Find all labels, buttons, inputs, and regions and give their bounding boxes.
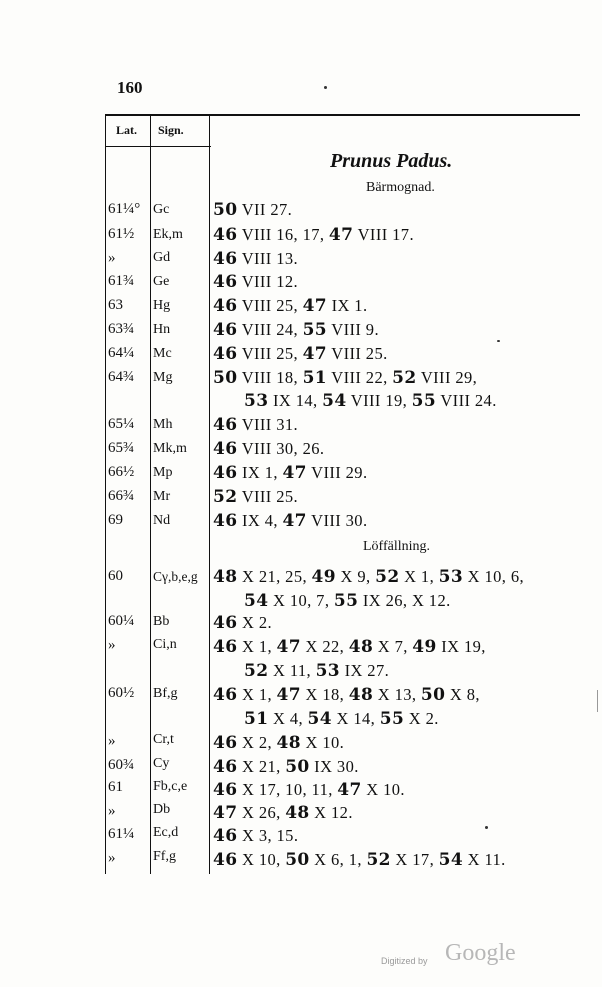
- data-cell: 46 X 17, 10, 11, 47 X 10.: [213, 780, 405, 800]
- sign-cell: Nd: [153, 513, 171, 528]
- section-heading-loffallning: Löffällning.: [363, 539, 431, 554]
- data-cell-continued: 53 IX 14, 54 VIII 19, 55 VIII 24.: [244, 391, 497, 411]
- data-cell: 46 VIII 30, 26.: [213, 439, 325, 459]
- header-sign: Sign.: [158, 123, 184, 137]
- data-cell: 50 VIII 18, 51 VIII 22, 52 VIII 29,: [213, 368, 478, 388]
- lat-cell: 66½: [108, 464, 135, 480]
- sign-cell: Bf,g: [153, 686, 178, 701]
- lat-cell: 61¼: [108, 826, 135, 842]
- lat-cell: 61¾: [108, 273, 135, 289]
- sign-cell: Gc: [153, 202, 170, 217]
- stray-print-mark: [324, 86, 327, 89]
- lat-cell: »: [108, 250, 116, 266]
- lat-cell: 60: [108, 568, 123, 584]
- data-cell: 46 VIII 24, 55 VIII 9.: [213, 320, 379, 340]
- lat-cell: 61: [108, 779, 123, 795]
- lat-cell: 61¼°: [108, 201, 141, 217]
- data-cell: 46 VIII 12.: [213, 272, 299, 292]
- sign-cell: Mr: [153, 489, 171, 504]
- data-cell: 46 VIII 16, 17, 47 VIII 17.: [213, 225, 414, 245]
- data-cell: 46 X 3, 15.: [213, 826, 299, 846]
- sign-cell: Ge: [153, 274, 170, 289]
- sign-cell: Hg: [153, 298, 171, 313]
- data-cell: 46 X 2.: [213, 613, 273, 633]
- data-cell: 46 VIII 25, 47 VIII 25.: [213, 344, 388, 364]
- data-cell: 46 X 2, 48 X 10.: [213, 733, 345, 753]
- lat-cell: 66¾: [108, 488, 135, 504]
- data-cell-continued: 51 X 4, 54 X 14, 55 X 2.: [244, 709, 439, 729]
- sign-cell: Hn: [153, 322, 171, 337]
- stray-print-mark: [497, 340, 500, 342]
- sign-cell: Mg: [153, 370, 173, 385]
- sign-cell: Cy: [153, 756, 170, 771]
- table-column-rule-left: [105, 114, 106, 874]
- sign-cell: Cγ,b,e,g: [153, 569, 198, 584]
- data-cell: 46 VIII 31.: [213, 415, 299, 435]
- lat-cell: »: [108, 637, 116, 653]
- lat-cell: »: [108, 733, 116, 749]
- data-cell: 47 X 26, 48 X 12.: [213, 803, 353, 823]
- sign-cell: Ec,d: [153, 825, 179, 840]
- page-number: 160: [117, 78, 143, 97]
- species-title: Prunus Padus.: [330, 150, 453, 172]
- lat-cell: »: [108, 850, 116, 866]
- sign-cell: Gd: [153, 250, 171, 265]
- data-cell: 46 X 21, 50 IX 30.: [213, 757, 359, 777]
- table-column-rule-middle: [150, 114, 151, 874]
- sign-cell: Mp: [153, 465, 173, 480]
- data-cell: 52 VIII 25.: [213, 487, 299, 507]
- sign-cell: Bb: [153, 614, 170, 629]
- lat-cell: 63¾: [108, 321, 135, 337]
- digitized-by-label: Digitized by: [381, 956, 428, 966]
- data-cell: 46 IX 1, 47 VIII 29.: [213, 463, 368, 483]
- table-top-rule: [105, 114, 580, 116]
- stray-print-mark: [485, 826, 488, 829]
- lat-cell: »: [108, 803, 116, 819]
- data-cell: 46 X 1, 47 X 18, 48 X 13, 50 X 8,: [213, 685, 480, 705]
- stray-print-mark: [597, 690, 598, 712]
- sign-cell: Ci,n: [153, 637, 177, 652]
- sign-cell: Mh: [153, 417, 173, 432]
- sign-cell: Mc: [153, 346, 172, 361]
- data-cell: 48 X 21, 25, 49 X 9, 52 X 1, 53 X 10, 6,: [213, 567, 525, 587]
- lat-cell: 65¼: [108, 416, 135, 432]
- header-lat: Lat.: [116, 123, 137, 137]
- sign-cell: Fb,c,e: [153, 779, 188, 794]
- data-cell: 50 VII 27.: [213, 200, 293, 220]
- lat-cell: 64¼: [108, 345, 135, 361]
- lat-cell: 60¾: [108, 757, 135, 773]
- lat-cell: 64¾: [108, 369, 135, 385]
- lat-cell: 60¼: [108, 613, 135, 629]
- data-cell: 46 X 10, 50 X 6, 1, 52 X 17, 54 X 11.: [213, 850, 506, 870]
- lat-cell: 61½: [108, 226, 135, 242]
- data-cell-continued: 52 X 11, 53 IX 27.: [244, 661, 390, 681]
- sign-cell: Ek,m: [153, 227, 183, 242]
- data-cell: 46 VIII 13.: [213, 249, 299, 269]
- lat-cell: 60½: [108, 685, 135, 701]
- data-cell: 46 VIII 25, 47 IX 1.: [213, 296, 368, 316]
- lat-cell: 63: [108, 297, 123, 313]
- sign-cell: Mk,m: [153, 441, 187, 456]
- section-heading-barmognad: Bärmognad.: [366, 180, 435, 195]
- sign-cell: Db: [153, 802, 171, 817]
- data-cell-continued: 54 X 10, 7, 55 IX 26, X 12.: [244, 591, 451, 611]
- data-cell: 46 X 1, 47 X 22, 48 X 7, 49 IX 19,: [213, 637, 486, 657]
- data-cell: 46 IX 4, 47 VIII 30.: [213, 511, 368, 531]
- lat-cell: 69: [108, 512, 123, 528]
- lat-cell: 65¾: [108, 440, 135, 456]
- sign-cell: Ff,g: [153, 849, 176, 864]
- table-column-rule-right: [209, 114, 210, 874]
- google-watermark: Google: [445, 940, 516, 966]
- sign-cell: Cr,t: [153, 732, 174, 747]
- table-header-rule: [105, 146, 211, 147]
